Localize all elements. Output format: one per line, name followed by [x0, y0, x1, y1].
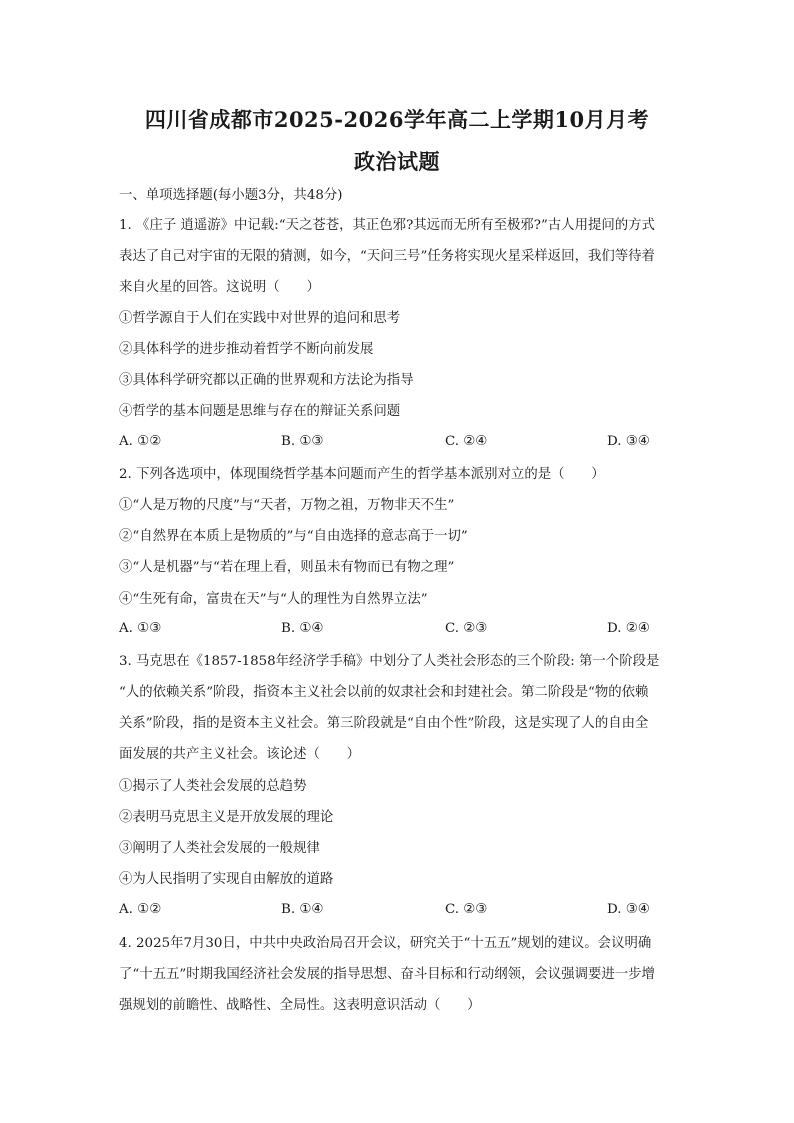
- question-2-line-1: 2. 下列各选项中，体现围绕哲学基本问题而产生的哲学基本派别对立的是（ ）: [119, 467, 605, 482]
- question-1-line-3: 来自火星的回答。这说明（ ）: [119, 280, 320, 295]
- option-b[interactable]: B. ①③: [281, 434, 324, 449]
- option-d[interactable]: D. ③④: [607, 902, 650, 917]
- question-2-options: [119, 621, 679, 641]
- exam-title: 四川省成都市2025-2026学年高二上学期10月月考: [144, 107, 650, 132]
- option-a[interactable]: A. ①②: [119, 902, 162, 917]
- question-1-line-1: 1. 《庄子 逍遥游》中记载:“天之苍苍，其正色邪?其远而无所有至极邪?”古人用提问的方式: [119, 218, 655, 233]
- section-heading: 一、单项选择题(每小题3分，共48分): [119, 188, 343, 203]
- option-a[interactable]: A. ①②: [119, 434, 162, 449]
- question-2-item-4: ④“生死有命，富贵在天”与“人的理性为自然界立法”: [119, 592, 428, 607]
- question-3-item-1: ①揭示了人类社会发展的总趋势: [119, 779, 307, 794]
- option-a[interactable]: A. ①③: [119, 621, 162, 636]
- question-1-item-2: ②具体科学的进步推动着哲学不断向前发展: [119, 342, 374, 357]
- question-1-item-1: ①哲学源自于人们在实践中对世界的追问和思考: [119, 311, 401, 326]
- question-4-line-3: 强规划的前瞻性、战略性、全局性。这表明意识活动（ ）: [119, 998, 481, 1013]
- question-3-line-3: 关系”阶段，指的是资本主义社会。第三阶段就是“自由个性”阶段，这是实现了人的自由全: [119, 716, 649, 731]
- question-2-item-3: ③“人是机器”与“若在理上看，则虽未有物而已有物之理”: [119, 560, 455, 575]
- option-b[interactable]: B. ①④: [281, 902, 324, 917]
- question-1-item-4: ④哲学的基本问题是思维与存在的辩证关系问题: [119, 404, 401, 419]
- question-3-item-4: ④为人民指明了实现自由解放的道路: [119, 872, 334, 887]
- question-4-line-1: 4. 2025年7月30日，中共中央政治局召开会议，研究关于“十五五”规划的建议。会议明确: [119, 936, 652, 951]
- exam-subtitle: 政治试题: [354, 149, 440, 174]
- question-1-options: [119, 434, 679, 454]
- question-3-line-2: “人的依赖关系”阶段，指资本主义社会以前的奴隶社会和封建社会。第二阶段是“物的依赖: [119, 685, 649, 700]
- option-b[interactable]: B. ①④: [281, 621, 324, 636]
- question-2-item-2: ②“自然界在本质上是物质的”与“自由选择的意志高于一切”: [119, 529, 468, 544]
- question-3-line-1: 3. 马克思在《1857-1858年经济学手稿》中划分了人类社会形态的三个阶段: 第一个阶段是: [119, 654, 660, 669]
- question-3-line-4: 面发展的共产主义社会。该论述（ ）: [119, 747, 361, 762]
- question-3-item-2: ②表明马克思主义是开放发展的理论: [119, 810, 334, 825]
- option-c[interactable]: C. ②③: [445, 902, 488, 917]
- question-3-item-3: ③阐明了人类社会发展的一般规律: [119, 841, 320, 856]
- question-3-options: [119, 902, 679, 922]
- question-1-item-3: ③具体科学研究都以正确的世界观和方法论为指导: [119, 373, 414, 388]
- question-4-line-2: 了“十五五”时期我国经济社会发展的指导思想、奋斗目标和行动纲领，会议强调要进一步增: [119, 967, 655, 982]
- question-1-line-2: 表达了自己对宇宙的无限的猜测，如今，“天问三号”任务将实现火星采样返回，我们等待着: [119, 249, 655, 264]
- option-c[interactable]: C. ②④: [445, 434, 488, 449]
- question-2-item-1: ①“人是万物的尺度”与“天者，万物之祖，万物非天不生”: [119, 498, 455, 513]
- option-d[interactable]: D. ②④: [607, 621, 650, 636]
- option-c[interactable]: C. ②③: [445, 621, 488, 636]
- option-d[interactable]: D. ③④: [607, 434, 650, 449]
